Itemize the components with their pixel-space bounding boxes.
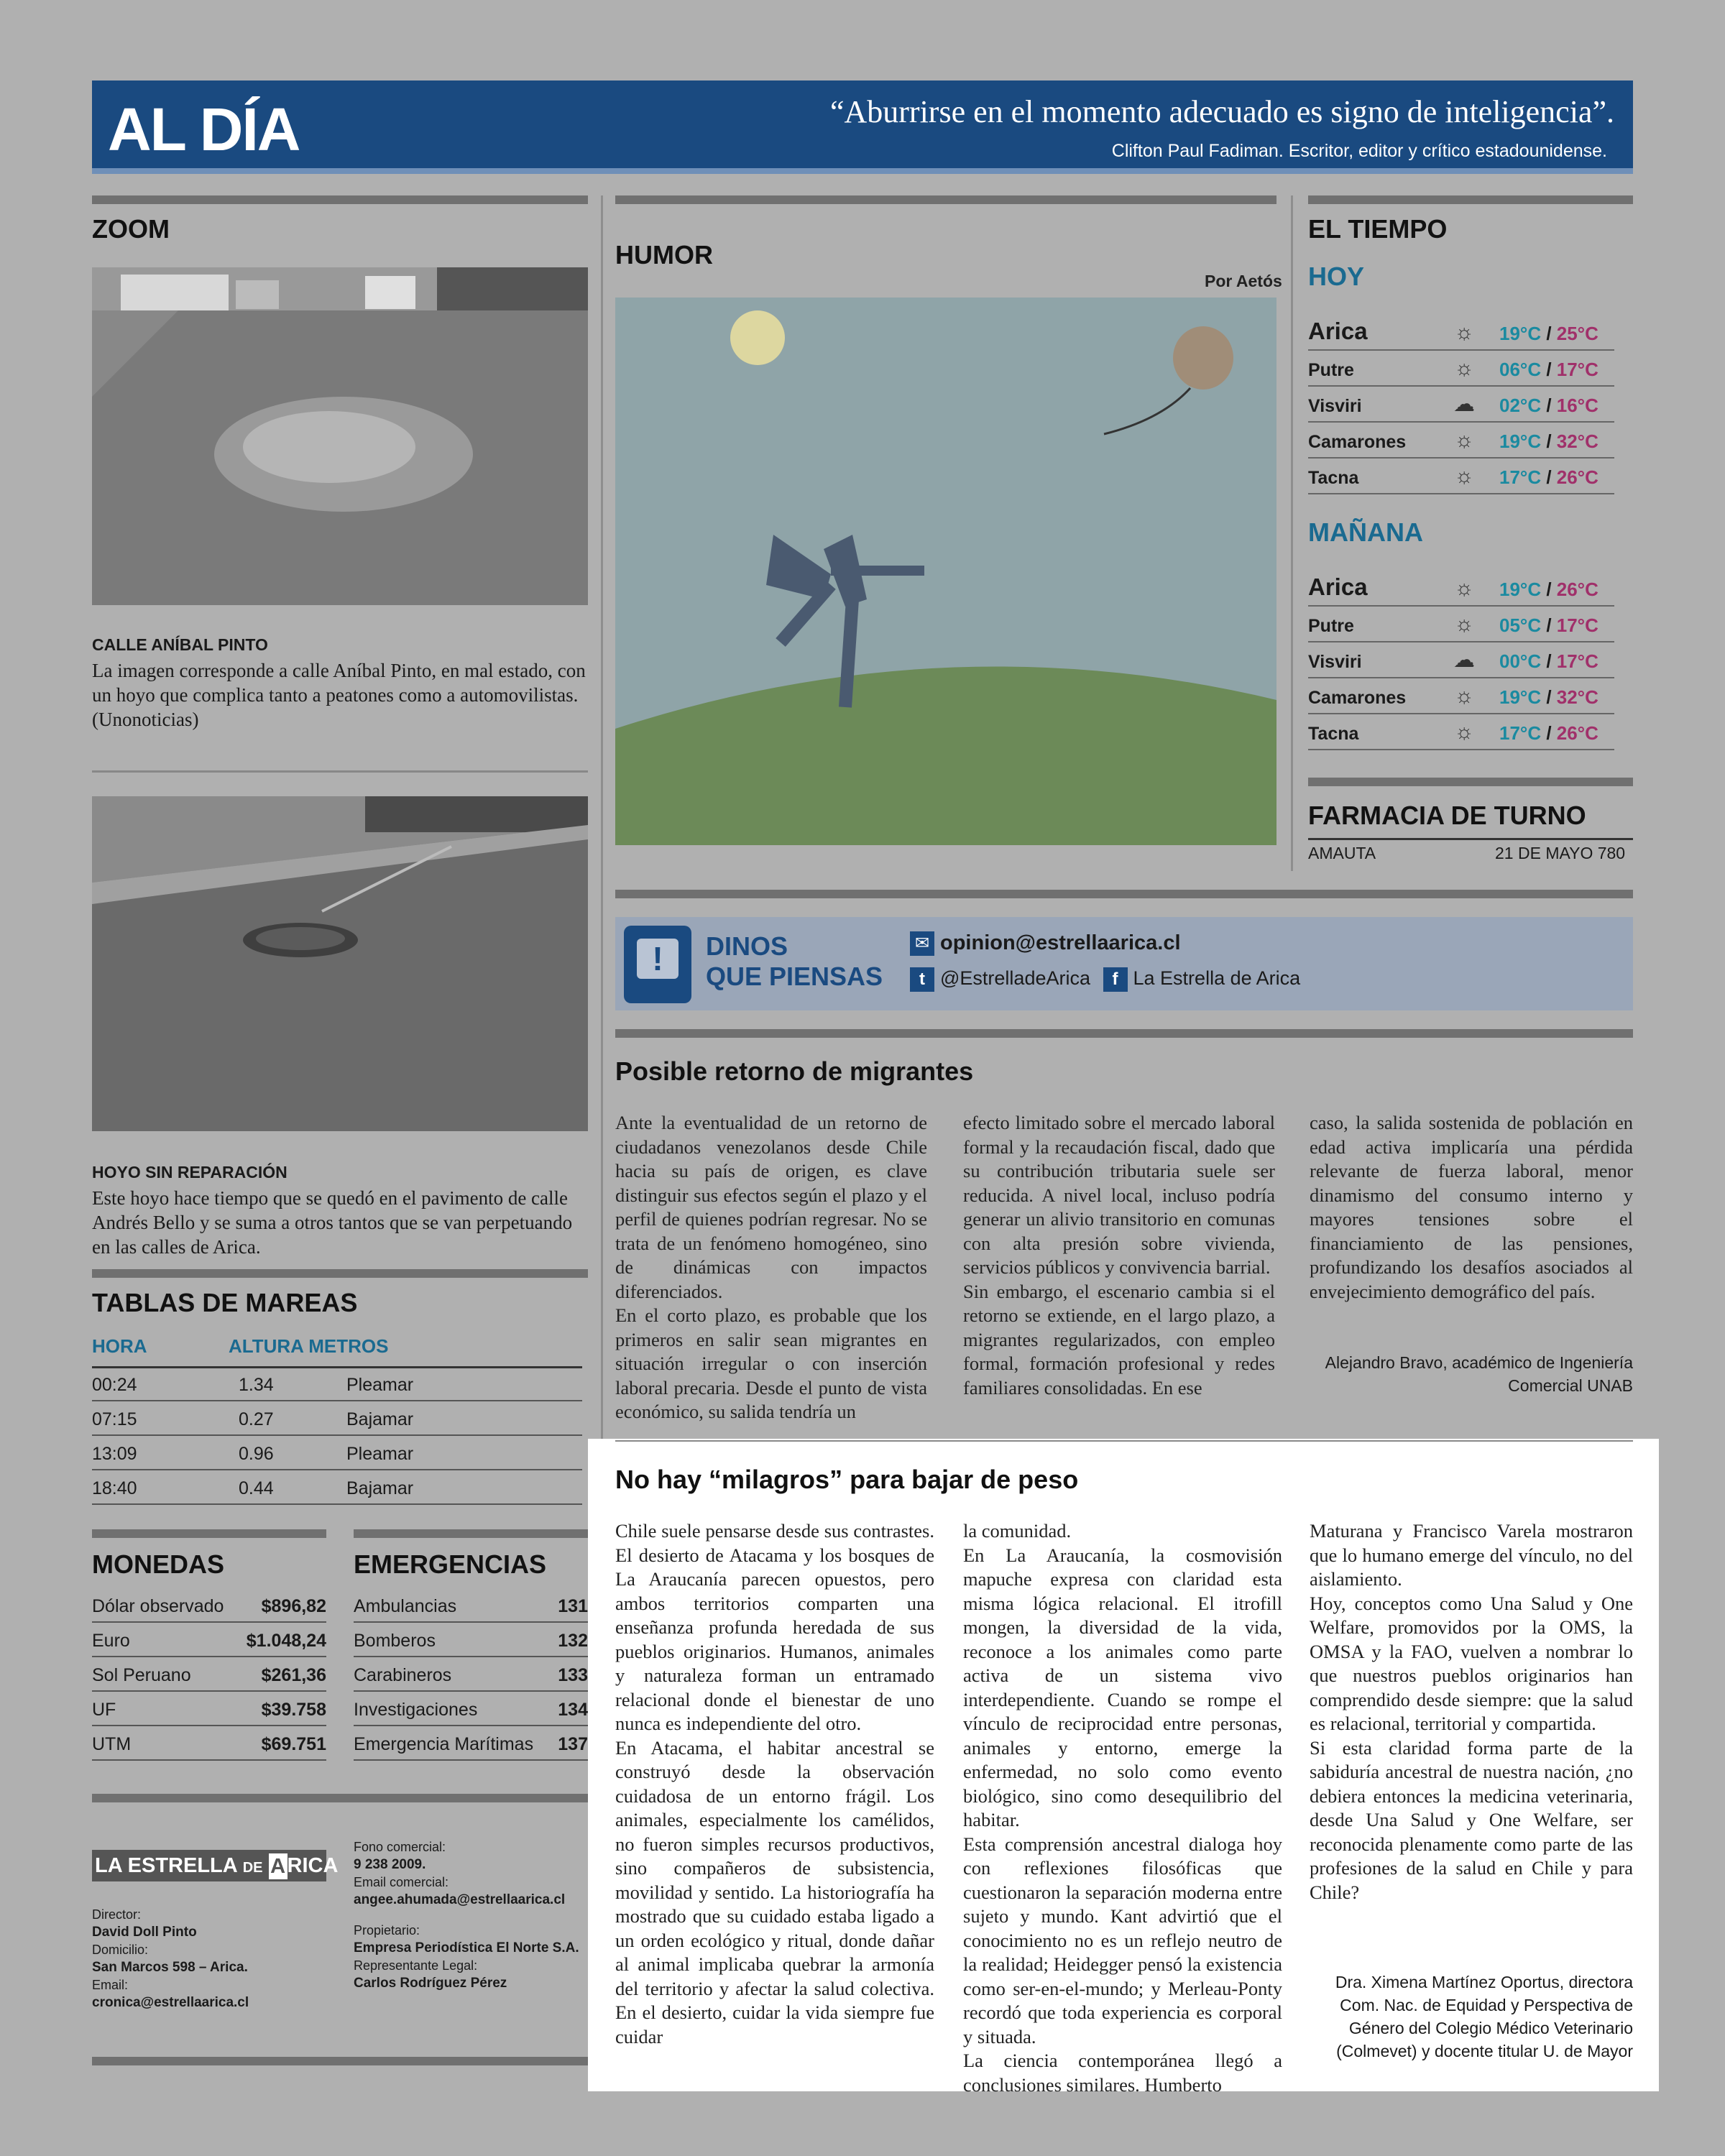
weather-city: Putre bbox=[1308, 616, 1354, 636]
header-quote: “Aburrirse en el momento adecuado es signo de inteligencia”. bbox=[829, 94, 1614, 129]
temp-min: 19°C bbox=[1499, 430, 1542, 452]
paragraph: Sin embargo, el escenario cambia si el retorno se extiende, en el largo plazo, a migrantes regularizados, con empleo formal, formación profesional y redes familiares consolidadas. En ese bbox=[963, 1280, 1275, 1399]
weather-row: Arica ☼ 19°C / 26°C bbox=[1308, 561, 1614, 607]
weather-rule bbox=[1308, 195, 1633, 204]
paragraph: Maturana y Francisco Varela mostraron que lo humano emerge del vínculo, no del aislamiento. bbox=[1310, 1520, 1633, 1590]
fono-label: Fono comercial: bbox=[354, 1840, 446, 1854]
sun-icon: ☼ bbox=[1454, 684, 1474, 708]
humor-cartoon bbox=[615, 298, 1276, 845]
tide-row bbox=[92, 1403, 582, 1436]
fono-value: 9 238 2009. bbox=[354, 1857, 426, 1872]
weather-row: Tacna ☼ 17°C / 26°C bbox=[1308, 459, 1614, 494]
temp-min: 19°C bbox=[1499, 686, 1542, 708]
masthead-left bbox=[92, 1906, 249, 2012]
emergency-row bbox=[354, 1693, 588, 1726]
twitter-handle[interactable]: @EstrelladeArica bbox=[940, 967, 1090, 990]
emergencies-rule bbox=[354, 1529, 588, 1538]
emergency-row bbox=[354, 1659, 588, 1692]
weather-row: Tacna ☼ 17°C / 26°C bbox=[1308, 714, 1614, 750]
article2-title: No hay “milagros” para bajar de peso bbox=[615, 1465, 1079, 1494]
paragraph: Ante la eventualidad de un retorno de ciudadanos venezolanos desde Chile hacia su país de origen, es clave distinguir sus efectos según el plazo y el perfil de quienes podrían regresar. No se trata de un fenómeno homogéneo, sino de dinámicas con impactos diferenciados. bbox=[615, 1112, 927, 1302]
currency-name: Dólar observado bbox=[92, 1596, 224, 1616]
temp-min: 00°C bbox=[1499, 650, 1542, 672]
currency-value: $896,82 bbox=[261, 1596, 326, 1616]
email-label: Email: bbox=[92, 1978, 129, 1992]
emergency-row bbox=[354, 1728, 588, 1761]
article1-col3 bbox=[1310, 1111, 1633, 1304]
tides-title: TABLAS DE MAREAS bbox=[92, 1288, 358, 1317]
tide-time: 13:09 bbox=[92, 1444, 137, 1464]
tide-time: 18:40 bbox=[92, 1478, 137, 1498]
tide-height: 0.96 bbox=[239, 1444, 274, 1464]
bottom-rule bbox=[92, 2057, 588, 2065]
currency-name: Euro bbox=[92, 1631, 130, 1651]
cloud-icon: ☁ bbox=[1453, 648, 1475, 672]
weather-row: Putre ☼ 06°C / 17°C bbox=[1308, 351, 1614, 387]
weather-city: Visviri bbox=[1308, 396, 1362, 416]
article1-col2 bbox=[963, 1111, 1275, 1400]
weather-city: Arica bbox=[1308, 318, 1368, 344]
photo1-caption-title: CALLE ANÍBAL PINTO bbox=[92, 635, 268, 654]
currency-row bbox=[92, 1590, 326, 1623]
emergency-name: Ambulancias bbox=[354, 1596, 457, 1616]
paragraph: Si esta claridad forma parte de la sabiduría ancestral de nuestra nación, ¿no debiera entonces la medicina veterinaria, desde Una Salud y One Welfare, ser reconocida plenamente como parte de las profesiones de la salud en Chile y para Chile? bbox=[1310, 1736, 1633, 1903]
tide-row bbox=[92, 1437, 582, 1470]
paragraph: La ciencia contemporánea llegó a conclusiones similares. Humberto bbox=[963, 2050, 1282, 2096]
article1-title: Posible retorno de migrantes bbox=[615, 1056, 974, 1086]
facebook-page[interactable]: La Estrella de Arica bbox=[1133, 967, 1301, 990]
currencies-rule bbox=[92, 1529, 326, 1538]
article2-col3 bbox=[1310, 1519, 1633, 1904]
mail-icon: ✉ bbox=[910, 931, 934, 956]
weather-title: EL TIEMPO bbox=[1308, 214, 1448, 244]
paragraph: caso, la salida sostenida de población en edad activa implicaría una pérdida relevante de fuerza laboral, menor dinamismo del consumo interno y mayores tensiones sobre el financiamiento de las pensiones, profundizando los desafíos asociados al envejecimiento demográfico del país. bbox=[1310, 1112, 1633, 1302]
weather-city: Putre bbox=[1308, 360, 1354, 380]
tide-type: Bajamar bbox=[346, 1409, 414, 1429]
currencies-title: MONEDAS bbox=[92, 1549, 225, 1579]
tide-height: 0.44 bbox=[239, 1478, 274, 1498]
article2-col2 bbox=[963, 1519, 1282, 2097]
partly-sunny-icon: ☼ bbox=[1454, 720, 1474, 744]
weather-today-label: HOY bbox=[1308, 262, 1365, 291]
sun-icon bbox=[730, 310, 785, 365]
temp-max: 26°C bbox=[1556, 722, 1598, 744]
exclamation-icon: ! bbox=[624, 926, 691, 1003]
currency-name: UF bbox=[92, 1700, 116, 1720]
temp-max: 25°C bbox=[1556, 323, 1598, 344]
tide-type: Pleamar bbox=[346, 1444, 414, 1464]
emergency-row bbox=[354, 1624, 588, 1657]
partly-sunny-icon: ☼ bbox=[1454, 464, 1474, 488]
weather-city: Camarones bbox=[1308, 688, 1407, 708]
paragraph: En La Araucanía, la cosmovisión mapuche expresa con claridad esta misma lógica relacional. El itrofill mongen, la diversidad de la vida, reconoce a los animales como parte activa de un sistema vivo interdependiente. Cuando se rompe el vínculo de reciprocidad entre personas, animales y entorno, emerge la enfermedad, no solo como evento biológico, sino como desequilibrio del habitar. bbox=[963, 1544, 1282, 1830]
emergency-name: Carabineros bbox=[354, 1665, 452, 1685]
tide-height: 1.34 bbox=[239, 1375, 274, 1395]
pothole-photo-2 bbox=[92, 796, 588, 1131]
currency-row bbox=[92, 1624, 326, 1657]
contact-rule bbox=[615, 890, 1633, 898]
masthead-right bbox=[354, 1838, 579, 1992]
paragraph: Esta comprensión ancestral dialoga hoy con reflexiones filosóficas que cuestionaron la separación moderna entre sujeto y mundo. Kant advirtió que el conocimiento no es un reflejo neutro de la realidad; Heidegger pensó la existencia como ser-en-el-mundo; y Merleau-Ponty recordó que toda experiencia es corporal y situada. bbox=[963, 1833, 1282, 2047]
tide-time: 07:15 bbox=[92, 1409, 137, 1429]
emergency-name: Emergencia Marítimas bbox=[354, 1734, 534, 1754]
logo-text: DE bbox=[242, 1860, 263, 1876]
owner-label: Propietario: bbox=[354, 1923, 420, 1938]
quote-attribution: Clifton Paul Fadiman. Escritor, editor y crítico estadounidense. bbox=[1111, 141, 1607, 161]
emergency-number: 131 bbox=[558, 1596, 588, 1616]
contact-title-line: QUE PIENSAS bbox=[706, 962, 883, 991]
weather-tomorrow-label: MAÑANA bbox=[1308, 517, 1423, 547]
photo2-caption-title: HOYO SIN REPARACIÓN bbox=[92, 1163, 288, 1181]
column-divider bbox=[601, 195, 603, 1439]
facebook-icon: f bbox=[1103, 967, 1128, 992]
contact-title-line: DINOS bbox=[706, 931, 788, 961]
temp-min: 17°C bbox=[1499, 722, 1542, 744]
weather-row: Camarones ☼ 19°C / 32°C bbox=[1308, 423, 1614, 459]
section-header bbox=[92, 80, 1633, 174]
email-com-label: Email comercial: bbox=[354, 1875, 449, 1889]
weather-city: Visviri bbox=[1308, 652, 1362, 672]
legal-label: Representante Legal: bbox=[354, 1958, 478, 1973]
tides-col-hour: HORA bbox=[92, 1335, 147, 1357]
director-label: Director: bbox=[92, 1907, 142, 1922]
temp-max: 17°C bbox=[1556, 614, 1598, 636]
emergency-number: 133 bbox=[558, 1665, 588, 1685]
partly-sunny-icon: ☼ bbox=[1454, 356, 1474, 380]
pharmacy-title: FARMACIA DE TURNO bbox=[1308, 801, 1586, 830]
partly-sunny-icon: ☼ bbox=[1454, 612, 1474, 636]
weather-row: Visviri ☁ 00°C / 17°C bbox=[1308, 642, 1614, 678]
emergency-number: 134 bbox=[558, 1700, 588, 1720]
tide-time: 00:24 bbox=[92, 1375, 137, 1395]
currency-name: UTM bbox=[92, 1734, 132, 1754]
contact-title bbox=[706, 931, 883, 992]
section-title: AL DÍA bbox=[108, 96, 300, 163]
partly-sunny-icon: ☼ bbox=[1454, 576, 1474, 600]
weather-row: Arica ☼ 19°C / 25°C bbox=[1308, 305, 1614, 351]
temp-max: 26°C bbox=[1556, 466, 1598, 488]
emergency-number: 137 bbox=[558, 1734, 588, 1754]
currency-row bbox=[92, 1659, 326, 1692]
zoom-title: ZOOM bbox=[92, 214, 170, 244]
owner-value: Empresa Periodística El Norte S.A. bbox=[354, 1940, 579, 1955]
pharmacy-title-rule bbox=[1308, 838, 1633, 840]
temp-min: 05°C bbox=[1499, 614, 1542, 636]
zoom-rule bbox=[92, 195, 588, 204]
tides-rule bbox=[92, 1269, 588, 1278]
currency-value: $261,36 bbox=[261, 1665, 326, 1685]
temp-max: 17°C bbox=[1556, 650, 1598, 672]
temp-min: 17°C bbox=[1499, 466, 1542, 488]
tide-type: Pleamar bbox=[346, 1375, 414, 1395]
divider bbox=[92, 770, 588, 773]
tide-height: 0.27 bbox=[239, 1409, 274, 1429]
temp-min: 06°C bbox=[1499, 359, 1542, 380]
temp-max: 32°C bbox=[1556, 686, 1598, 708]
column-divider bbox=[1291, 195, 1293, 871]
weather-city: Camarones bbox=[1308, 432, 1407, 452]
legal-value: Carlos Rodríguez Pérez bbox=[354, 1976, 507, 1991]
pharmacy-rule bbox=[1308, 778, 1633, 786]
tide-row bbox=[92, 1472, 582, 1505]
temp-min: 19°C bbox=[1499, 323, 1542, 344]
tide-type: Bajamar bbox=[346, 1478, 414, 1498]
humor-rule bbox=[615, 195, 1276, 204]
pothole-photo-1 bbox=[92, 267, 588, 605]
currency-row bbox=[92, 1693, 326, 1726]
masthead-rule bbox=[92, 1794, 588, 1802]
paragraph: En Atacama, el habitar ancestral se construyó desde la observación cuidadosa de un entorno frágil. Los animales, especialmente los camélidos, no fueron simples recursos productivos, sino compañeros de subsistencia, movilidad y sentido. La historiografía ha mostrado que su cuidado estaba ligado a un orden ecológico y ritual, donde dañar al animal implicaba quebrar la armonía del territorio y afectar la salud colectiva. En el desierto, cuidar la vida siempre fue cuidar bbox=[615, 1736, 934, 2047]
paragraph: Hoy, conceptos como Una Salud y One Welfare, promovidos por la OMS, la OMSA y la FAO, vuelven a nombrar lo que nuestros pueblos originarios han comprendido desde siempre: que la salud es relacional, territorial y compartida. bbox=[1310, 1592, 1633, 1734]
newspaper-logo bbox=[92, 1850, 339, 1881]
domicilio-value: San Marcos 598 – Arica. bbox=[92, 1960, 248, 1975]
balloon-icon bbox=[1173, 326, 1233, 390]
weather-row: Visviri ☁ 02°C / 16°C bbox=[1308, 387, 1614, 423]
director-name: David Doll Pinto bbox=[92, 1925, 197, 1940]
logo-text: RICA bbox=[287, 1854, 339, 1877]
emergency-number: 132 bbox=[558, 1631, 588, 1651]
article2-col1 bbox=[615, 1519, 934, 2049]
currency-name: Sol Peruano bbox=[92, 1665, 191, 1685]
paragraph: En el corto plazo, es probable que los primeros en salir sean migrantes en situación irregular o con inserción laboral precaria. Desde el punto de vista económico, su salida tendría un bbox=[615, 1304, 927, 1422]
email-value[interactable]: cronica@estrellaarica.cl bbox=[92, 1995, 249, 2010]
paragraph: efecto limitado sobre el mercado laboral formal y la recaudación fiscal, dado que su contribución tributaria suele ser reducida. A nivel local, incluso podría generar un alivio transitorio en comunas con alta presión sobre vivienda, servicios públicos y convivencia barrial. bbox=[963, 1112, 1275, 1278]
sun-icon: ☼ bbox=[1454, 428, 1474, 452]
contact-social-row bbox=[910, 967, 1300, 992]
pharmacy-name: AMAUTA bbox=[1308, 844, 1376, 862]
tide-row bbox=[92, 1368, 582, 1401]
emergency-row bbox=[354, 1590, 588, 1623]
weather-city: Tacna bbox=[1308, 468, 1359, 488]
tides-col-height: ALTURA METROS bbox=[229, 1335, 389, 1357]
currency-value: $39.758 bbox=[261, 1700, 326, 1720]
article2-rule bbox=[615, 1440, 1633, 1442]
temp-max: 32°C bbox=[1556, 430, 1598, 452]
twitter-icon: t bbox=[910, 967, 934, 992]
humor-title: HUMOR bbox=[615, 240, 713, 270]
sun-icon: ☼ bbox=[1454, 321, 1474, 344]
temp-max: 16°C bbox=[1556, 395, 1598, 416]
photo1-caption: La imagen corresponde a calle Aníbal Pinto, en mal estado, con un hoyo que complica tanto a peatones como a automovilistas. (Unonoticias) bbox=[92, 660, 586, 730]
currency-row bbox=[92, 1728, 326, 1761]
article2-signature: Dra. Ximena Martínez Oportus, directora Com. Nac. de Equidad y Perspectiva de Género del Colegio Médico Veterinario (Colmevet) y docente titular U. de Mayor bbox=[1335, 1973, 1633, 2060]
temp-max: 17°C bbox=[1556, 359, 1598, 380]
domicilio-label: Domicilio: bbox=[92, 1943, 149, 1957]
contact-email[interactable]: opinion@estrellaarica.cl bbox=[940, 931, 1181, 954]
sun-cloud-icon: ☁ bbox=[1453, 392, 1475, 416]
temp-min: 19°C bbox=[1499, 579, 1542, 600]
temp-max: 26°C bbox=[1556, 579, 1598, 600]
article1-signature: Alejandro Bravo, académico de Ingeniería Comercial UNAB bbox=[1325, 1353, 1633, 1395]
logo-a-mark: A bbox=[269, 1853, 288, 1879]
paragraph: Chile suele pensarse desde sus contrastes. El desierto de Atacama y los bosques de La Araucanía parecen opuestos, pero ambos territorios comparten una enseñanza profunda heredada de sus pueblos originarios. Humanos, animales y naturaleza forman un entramado relacional donde el bienestar de uno nunca es independiente del otro. bbox=[615, 1520, 934, 1734]
weather-row: Camarones ☼ 19°C / 32°C bbox=[1308, 678, 1614, 714]
logo-text: LA ESTRELLA bbox=[95, 1854, 237, 1877]
article1-rule bbox=[615, 1029, 1633, 1038]
weather-row: Putre ☼ 05°C / 17°C bbox=[1308, 607, 1614, 642]
contact-email-row[interactable] bbox=[910, 931, 1181, 956]
emergency-name: Bomberos bbox=[354, 1631, 436, 1651]
cartoon-credit: Por Aetós bbox=[1205, 272, 1282, 290]
contact-banner bbox=[615, 917, 1633, 1010]
weather-city: Tacna bbox=[1308, 724, 1359, 744]
emergencies-title: EMERGENCIAS bbox=[354, 1549, 547, 1579]
pharmacy-address: 21 DE MAYO 780 bbox=[1495, 844, 1626, 862]
weather-city: Arica bbox=[1308, 573, 1368, 600]
paragraph: la comunidad. bbox=[963, 1520, 1072, 1542]
temp-min: 02°C bbox=[1499, 395, 1542, 416]
currency-value: $1.048,24 bbox=[246, 1631, 326, 1651]
article1-col1 bbox=[615, 1111, 927, 1424]
emergency-name: Investigaciones bbox=[354, 1700, 478, 1720]
email-com-value[interactable]: angee.ahumada@estrellaarica.cl bbox=[354, 1892, 566, 1907]
currency-value: $69.751 bbox=[261, 1734, 326, 1754]
photo2-caption: Este hoyo hace tiempo que se quedó en el pavimento de calle Andrés Bello y se suma a otros tantos que se van perpetuando en las calles de Arica. bbox=[92, 1187, 573, 1258]
